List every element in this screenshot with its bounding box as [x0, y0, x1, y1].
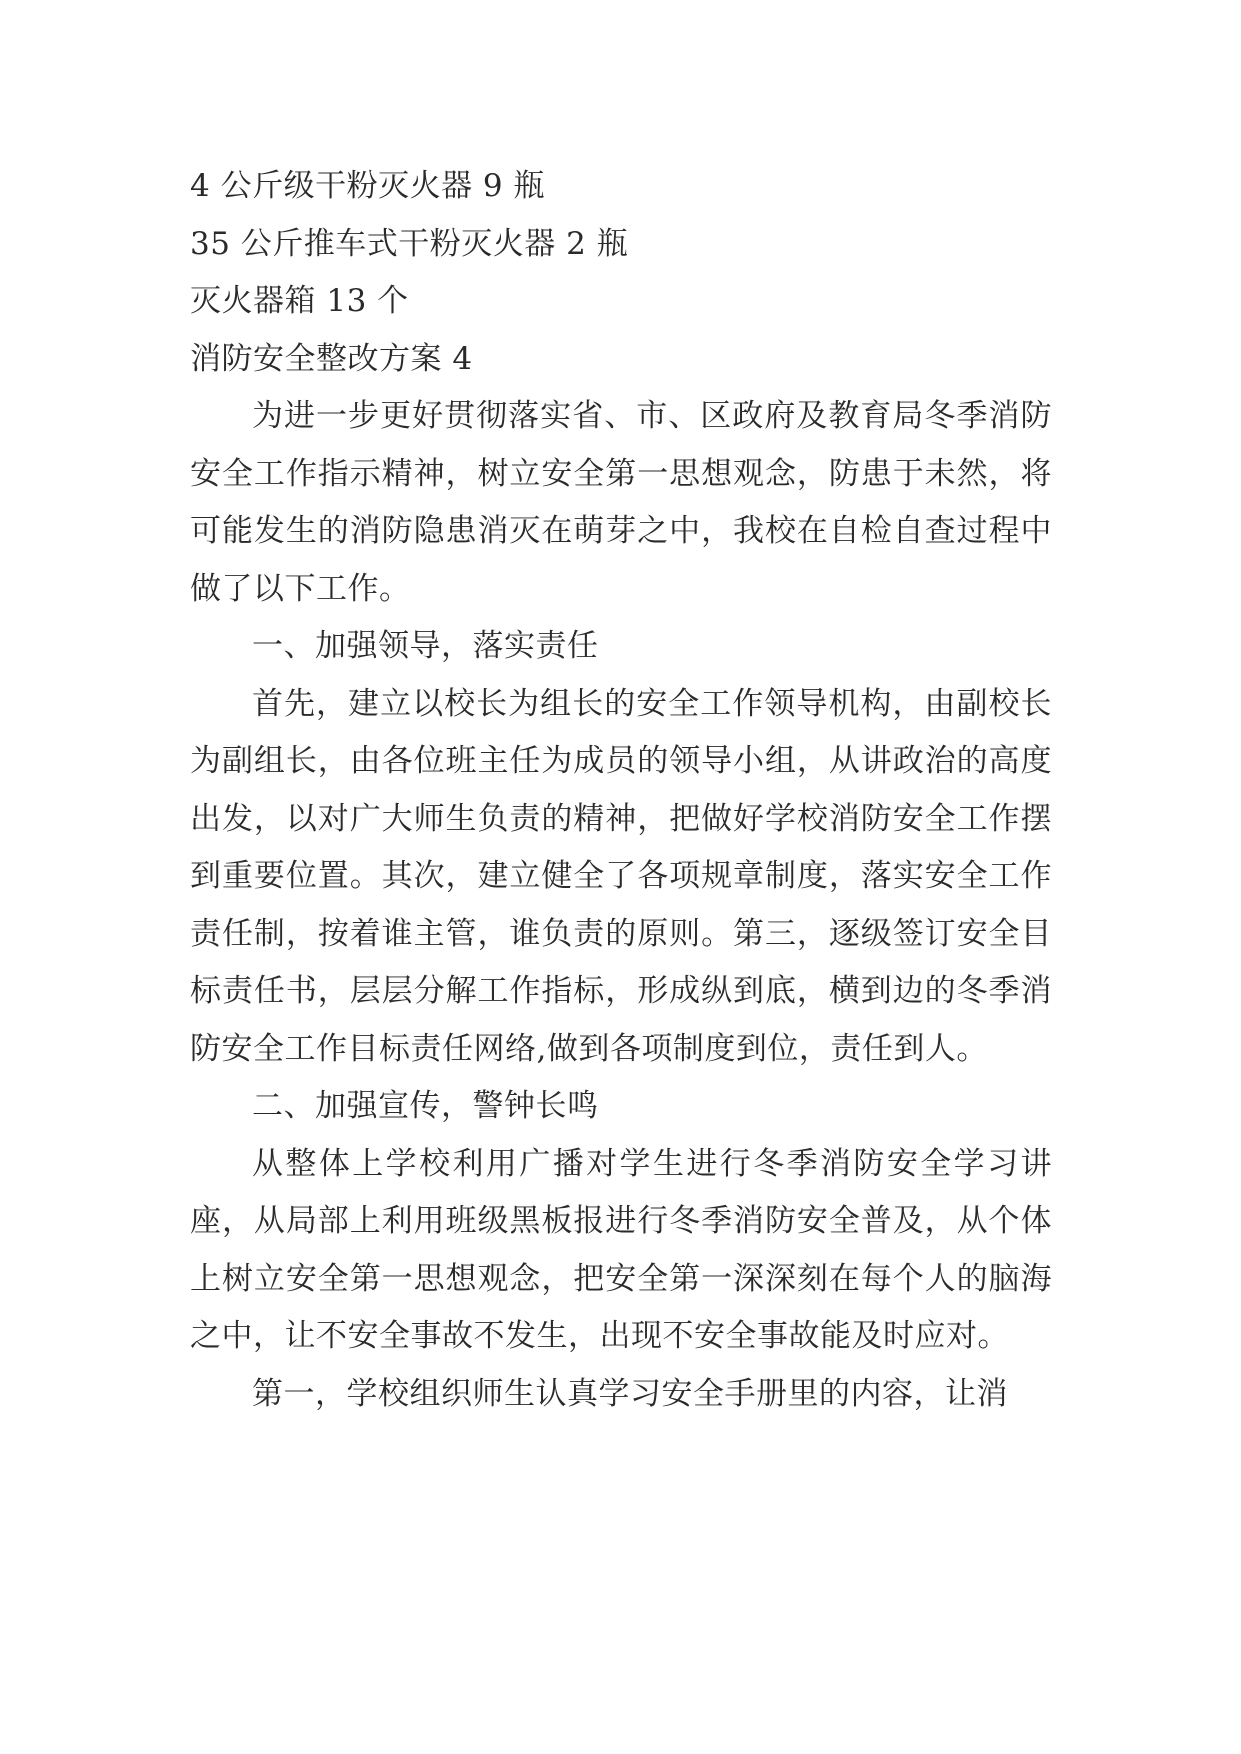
equipment-item: 35 公斤推车式干粉灭火器 2 瓶 — [190, 225, 629, 262]
subheading: 一、加强领导，落实责任 — [252, 628, 599, 664]
section-title: 消防安全整改方案 4 — [190, 340, 473, 377]
document-body — [190, 158, 1052, 1423]
paragraph: 首先，建立以校长为组长的安全工作领导机构，由副校长为副组长，由各位班主任为成员的领导小组，从讲政治的高度出发，以对广大师生负责的精神，把做好学校消防安全工作摆到重要位置。其次，建立健全了各项规章制度，落实安全工作责任制，按着谁主管，谁负责的原则。第三，逐级签订安全目标责任书，层层分解工作指标，形成纵到底，横到边的冬季消防安全工作目标责任网络,做到各项制度到位，责任到人。 — [190, 685, 1052, 1067]
paragraph: 从整体上学校利用广播对学生进行冬季消防安全学习讲座，从局部上利用班级黑板报进行冬季消防安全普及，从个体上树立安全第一思想观念，把安全第一深深刻在每个人的脑海之中，让不安全事故不发生，出现不安全事故能及时应对。 — [190, 1145, 1052, 1354]
equipment-item: 灭火器箱 13 个 — [190, 283, 409, 319]
paragraph: 第一，学校组织师生认真学习安全手册里的内容，让消 — [252, 1375, 1008, 1412]
paragraph: 为进一步更好贯彻落实省、市、区政府及教育局冬季消防安全工作指示精神，树立安全第一思想观念，防患于未然，将可能发生的消防隐患消灭在萌芽之中，我校在自检自查过程中做了以下工作。 — [190, 398, 1052, 607]
subheading: 二、加强宣传，警钟长鸣 — [252, 1088, 599, 1124]
equipment-item: 4 公斤级干粉灭火器 9 瓶 — [190, 168, 546, 204]
